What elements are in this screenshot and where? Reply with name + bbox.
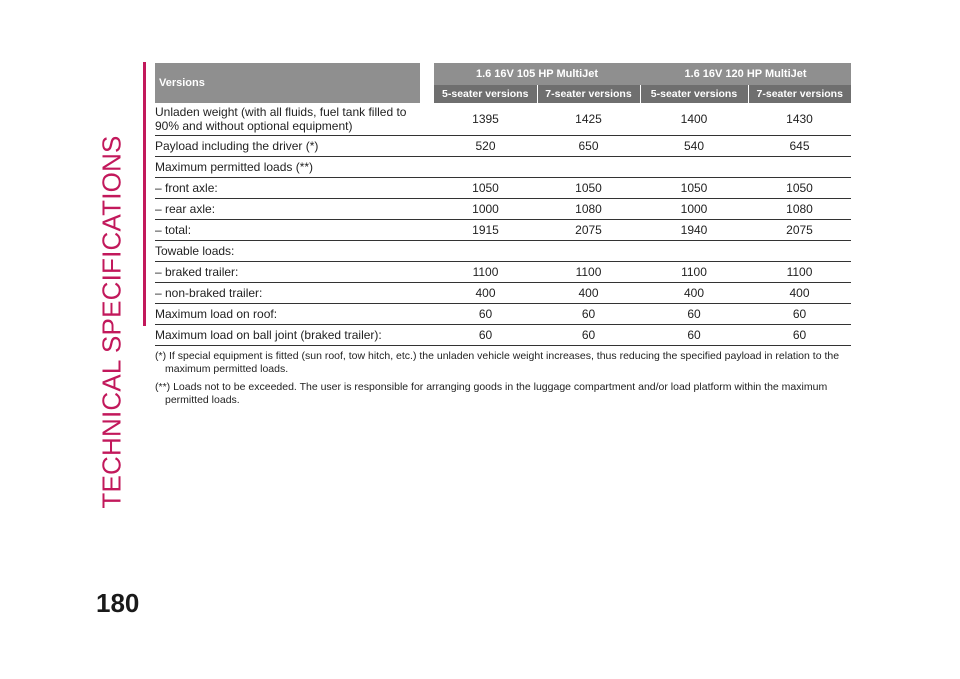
footnotes — [155, 350, 855, 412]
table-row — [155, 157, 851, 178]
row-value: 650 — [537, 136, 640, 157]
row-value: 400 — [537, 283, 640, 304]
row-value: 1100 — [640, 262, 748, 283]
row-value: 1050 — [434, 178, 537, 199]
footnote-loads: (**) Loads not to be exceeded. The user is responsible for arranging goods in the luggage compartment and/or load platform within the maximum permitted loads. — [155, 381, 828, 406]
row-label: Payload including the driver (*) — [155, 136, 434, 157]
row-value — [748, 157, 851, 178]
engine-header-105: 1.6 16V 105 HP MultiJet — [434, 63, 640, 85]
row-value: 1000 — [640, 199, 748, 220]
table-row — [155, 241, 851, 262]
row-value: 400 — [748, 283, 851, 304]
table-row — [155, 103, 851, 136]
table-row — [155, 325, 851, 346]
row-value: 1050 — [537, 178, 640, 199]
section-title: TECHNICAL SPECIFICATIONS — [96, 135, 127, 509]
row-value: 60 — [434, 304, 537, 325]
row-value — [434, 157, 537, 178]
row-value: 2075 — [748, 220, 851, 241]
row-value: 540 — [640, 136, 748, 157]
row-value: 1400 — [640, 103, 748, 136]
row-value — [640, 241, 748, 262]
row-value: 2075 — [537, 220, 640, 241]
row-value: 60 — [640, 304, 748, 325]
row-label: Unladen weight (with all fluids, fuel tank filled to 90% and without optional equipment) — [155, 103, 434, 136]
row-value: 60 — [537, 325, 640, 346]
page-number: 180 — [96, 588, 140, 618]
subheader-105-7seat: 7-seater versions — [537, 85, 640, 103]
row-value: 1050 — [748, 178, 851, 199]
row-value: 1425 — [537, 103, 640, 136]
row-value: 1000 — [434, 199, 537, 220]
row-value: 400 — [640, 283, 748, 304]
table-row — [155, 136, 851, 157]
row-label: Maximum load on roof: — [155, 304, 434, 325]
row-value: 1080 — [537, 199, 640, 220]
row-label: – rear axle: — [155, 199, 434, 220]
subheader-120-7seat: 7-seater versions — [748, 85, 851, 103]
table-row — [155, 178, 851, 199]
row-value — [640, 157, 748, 178]
row-value: 1100 — [537, 262, 640, 283]
row-label: Maximum load on ball joint (braked trailer): — [155, 325, 434, 346]
row-value: 60 — [748, 304, 851, 325]
subheader-105-5seat: 5-seater versions — [434, 85, 537, 103]
row-label: – front axle: — [155, 178, 434, 199]
row-value — [537, 157, 640, 178]
row-value: 1100 — [748, 262, 851, 283]
row-label: – braked trailer: — [155, 262, 434, 283]
row-value: 60 — [640, 325, 748, 346]
row-value: 520 — [434, 136, 537, 157]
row-value: 60 — [537, 304, 640, 325]
row-value: 1430 — [748, 103, 851, 136]
table-row — [155, 262, 851, 283]
versions-header: Versions — [155, 63, 420, 103]
section-rule — [143, 62, 146, 326]
table-row — [155, 220, 851, 241]
row-value: 1100 — [434, 262, 537, 283]
header-gap — [420, 63, 434, 103]
subheader-120-5seat: 5-seater versions — [640, 85, 748, 103]
row-value: 400 — [434, 283, 537, 304]
row-label: Towable loads: — [155, 241, 434, 262]
row-value: 60 — [434, 325, 537, 346]
row-value — [434, 241, 537, 262]
row-value: 1080 — [748, 199, 851, 220]
row-value — [748, 241, 851, 262]
row-value: 1940 — [640, 220, 748, 241]
row-value: 60 — [748, 325, 851, 346]
row-value: 1915 — [434, 220, 537, 241]
row-value: 645 — [748, 136, 851, 157]
specs-table — [155, 63, 851, 346]
row-value: 1050 — [640, 178, 748, 199]
table-row — [155, 304, 851, 325]
table-row — [155, 199, 851, 220]
footnote-payload: (*) If special equipment is fitted (sun roof, tow hitch, etc.) the unladen vehicle weight increases, thus reducing the specified payload in relation to the maximum permitted loads. — [155, 350, 840, 375]
row-label: – non-braked trailer: — [155, 283, 434, 304]
row-label: – total: — [155, 220, 434, 241]
row-value — [537, 241, 640, 262]
engine-header-120: 1.6 16V 120 HP MultiJet — [640, 63, 851, 85]
table-row — [155, 283, 851, 304]
row-value: 1395 — [434, 103, 537, 136]
row-label: Maximum permitted loads (**) — [155, 157, 434, 178]
